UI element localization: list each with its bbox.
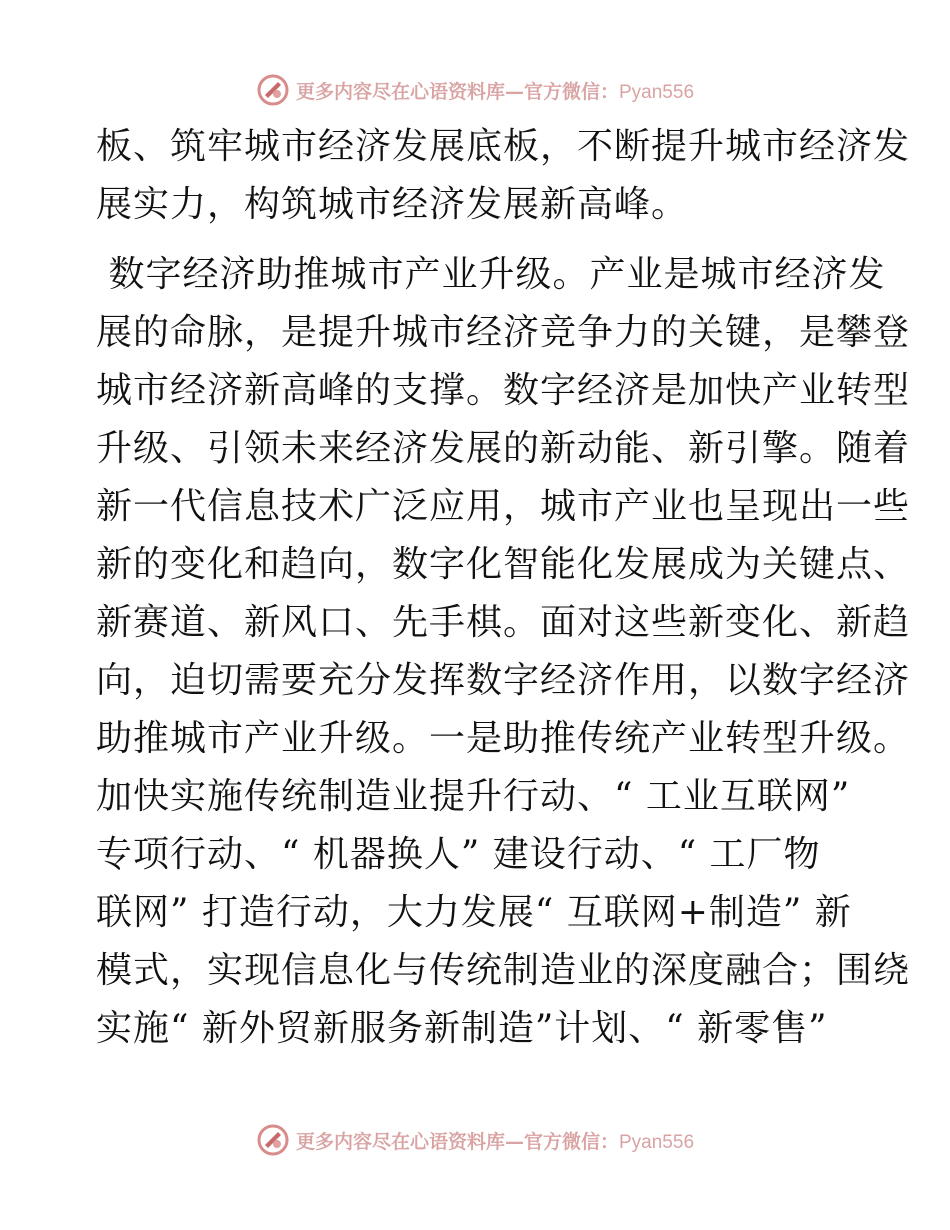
watermark-dash: — (504, 80, 524, 103)
watermark-site: 更多内容尽在心语资料库 (295, 1130, 505, 1153)
text-line: 新赛道、新风口、先手棋。面对这些新变化、新趋 (96, 602, 911, 643)
watermark-header (0, 70, 950, 110)
watermark-dash: — (504, 1130, 524, 1153)
text-line: 新一代信息技术广泛应用，城市产业也呈现出一些 (96, 486, 911, 527)
text-line: 展实力，构筑城市经济发展新高峰。 (96, 184, 689, 225)
text-line: 板、筑牢城市经济发展底板，不断提升城市经济发 (96, 126, 911, 167)
text-line: 专项行动、“ 机器换人” 建设行动、“ 工厂物 (96, 834, 821, 875)
text-line: 新的变化和趋向，数字化智能化发展成为关键点、 (96, 544, 911, 585)
text-line: 助推城市产业升级。一是助推传统产业转型升级。 (96, 718, 911, 759)
text-line: 数字经济助推城市产业升级。产业是城市经济发 (96, 254, 886, 295)
paragraph (96, 246, 911, 1058)
text-line: 加快实施传统制造业提升行动、“ 工业互联网” (96, 776, 851, 817)
watermark-text (296, 77, 694, 104)
watermark-wechat-label: 官方微信： (523, 80, 619, 103)
document-body (96, 118, 911, 1058)
watermark-site: 更多内容尽在心语资料库 (295, 80, 505, 103)
text-line: 升级、引领未来经济发展的新动能、新引擎。随着 (96, 428, 911, 469)
text-line: 模式，实现信息化与传统制造业的深度融合；围绕 (96, 950, 911, 991)
watermark-wechat-label: 官方微信： (523, 1130, 619, 1153)
paragraph (96, 118, 911, 234)
text-line: 联网” 打造行动，大力发展“ 互联网+制造” 新 (96, 892, 852, 933)
watermark-footer (0, 1120, 950, 1160)
watermark-wechat-id: Pyan556 (619, 81, 695, 103)
text-line: 城市经济新高峰的支撑。数字经济是加快产业转型 (96, 370, 911, 411)
text-line: 实施“ 新外贸新服务新制造”计划、“ 新零售” (96, 1008, 828, 1049)
watermark-wechat-id: Pyan556 (619, 1131, 695, 1153)
text-line: 展的命脉，是提升城市经济竞争力的关键，是攀登 (96, 312, 911, 353)
brand-logo-icon (256, 1123, 290, 1157)
watermark-text (296, 1127, 694, 1154)
text-line: 向，迫切需要充分发挥数字经济作用，以数字经济 (96, 660, 911, 701)
brand-logo-icon (256, 73, 290, 107)
